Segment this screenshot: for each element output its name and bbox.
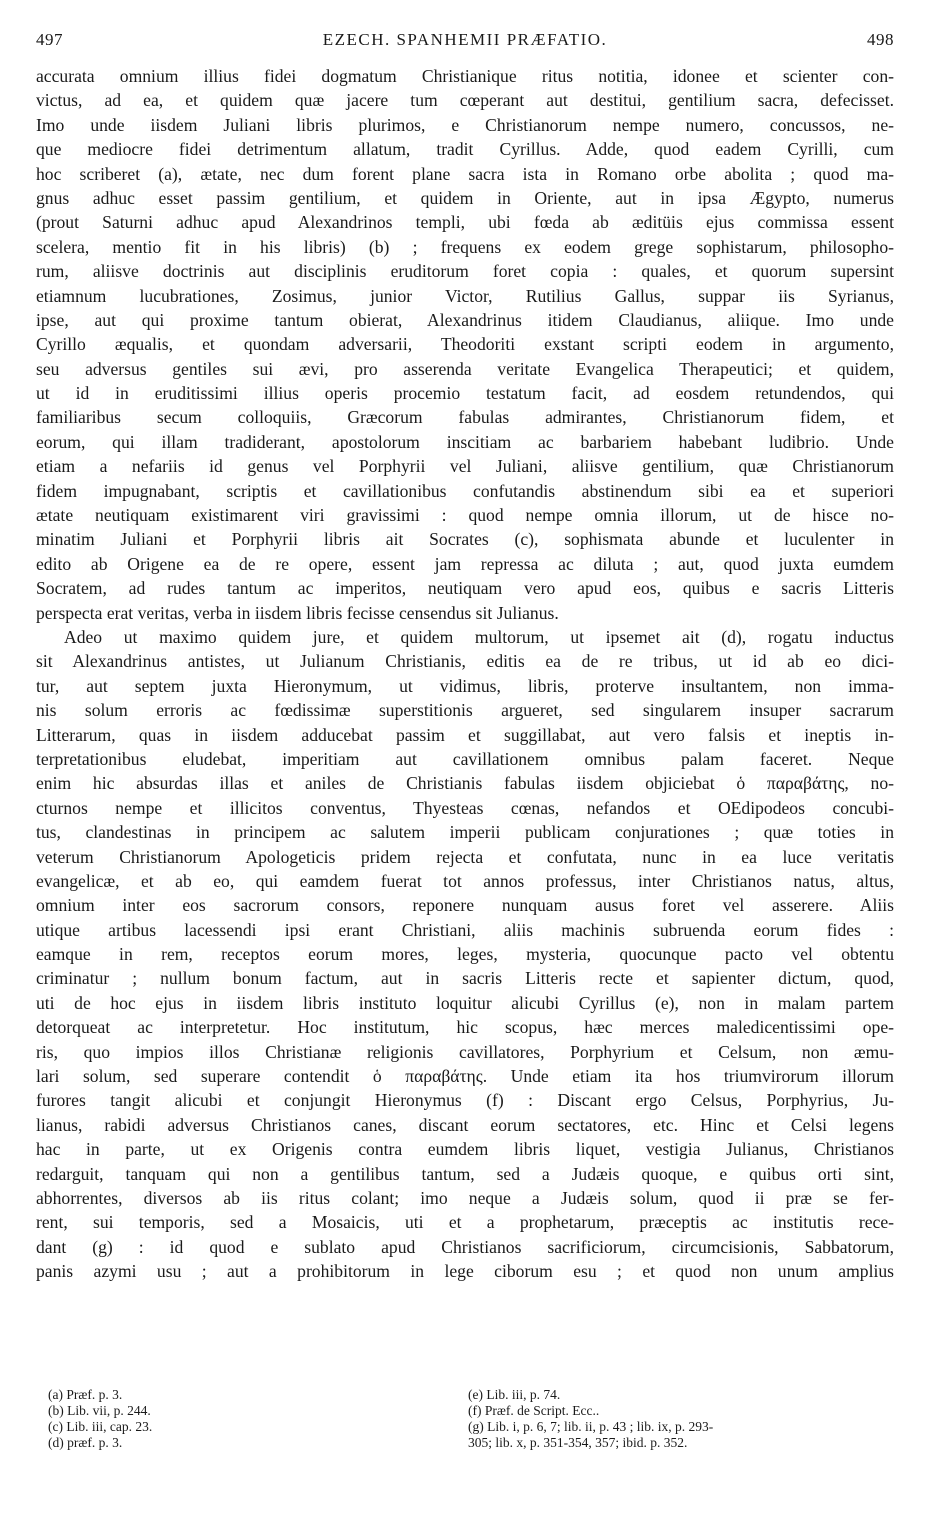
- text-line: panis azymi usu ; aut a prohibitorum in lege ciborum esu ; et quod non unum amplius: [36, 1261, 894, 1282]
- text-line-paragraph-end: perspecta erat veritas, verba in iisdem libris fecisse censendus sit Julianus.: [36, 602, 559, 623]
- footnote: (b) Lib. vii, p. 244.: [48, 1403, 151, 1418]
- text-line: lianus, rabidi adversus Christianos canes, discant eorum sectatores, etc. Hinc et Celsi legens: [36, 1114, 894, 1135]
- text-line: edito ab Origene ea de re opere, essent jam repressa ac diluta ; aut, quod juxta eumdem: [36, 553, 894, 574]
- text-line: cturnos nempe et illicitos conventus, Thyesteas cœnas, nefandos et OEdipodeos concubi-: [36, 797, 894, 818]
- text-line: furores tangit alicubi et conjungit Hieronymus (f) : Discant ergo Celsus, Porphyrius, Ju-: [36, 1090, 894, 1111]
- text-line: ætate neutiquam existimarent viri gravissimi : quod nempe omnia illorum, ut de hisce no-: [36, 505, 894, 526]
- footnote: (d) præf. p. 3.: [48, 1435, 123, 1450]
- text-line: rum, aliisve doctrinis aut disciplinis eruditorum foret copia : quales, et quorum supersint: [36, 261, 894, 282]
- page-number-left: 497: [36, 30, 63, 49]
- text-line: hac in parte, ut ex Origenis contra eumdem libris liquet, vestigia Julianus, Christianos: [36, 1139, 894, 1160]
- footnotes-right-column: [468, 1387, 888, 1451]
- text-line: hoc scriberet (a), ætate, nec dum forent plane sacra ista in Romano orbe abolita ; quod ma-: [36, 163, 894, 184]
- running-header: [36, 30, 894, 64]
- text-line: terpretationibus eludebat, imperitiam aut cavillationem omnibus palam faceret. Neque: [36, 748, 894, 769]
- text-line: tus, clandestinas in principem ac salutem imperii publicam conjurationes ; quæ toties in: [36, 822, 894, 843]
- text-line: ris, quo impios illos Christianæ religionis cavillatores, Porphyrium et Celsum, non æmu-: [36, 1041, 894, 1062]
- text-line: fidem impugnabant, scriptis et cavillationibus confutandis abstinendum sibi ea et superiori: [36, 480, 894, 501]
- text-line: uti de hoc ejus in iisdem libris instituto loquitur alicubi Cyrillus (e), non in malam partem: [36, 992, 894, 1013]
- text-line: omnium inter eos sacrorum consors, reponere nunquam ausus foret vel asserere. Aliis: [36, 895, 894, 916]
- text-line: Socratem, ad rudes tantum ac imperitos, neutiquam vero apud eos, quibus e sacris Litteris: [36, 578, 894, 599]
- text-line: [36, 1284, 894, 1308]
- text-line: familiaribus secum colloquiis, Græcorum fabulas admirantes, Christianorum fidem, et: [36, 407, 894, 428]
- text-line: redarguit, tanquam qui non a gentilibus tantum, sed a Judæis quoque, e quibus orti sint,: [36, 1163, 894, 1184]
- text-line: lari solum, sed superare contendit ὁ παραβάτης. Unde etiam ita hos triumvirorum illorum: [36, 1066, 894, 1087]
- text-line: ipse, aut qui proxime tantum obierat, Alexandrinus itidem Claudianus, aliique. Imo unde: [36, 309, 894, 330]
- text-line: Litterarum, quas in iisdem adducebat passim et suggillabat, aut vero falsis et ineptis in-: [36, 724, 894, 745]
- body-text: [36, 64, 894, 1332]
- footnote: (c) Lib. iii, cap. 23.: [48, 1419, 153, 1434]
- footnote: 305; lib. x, p. 351-354, 357; ibid. p. 352.: [468, 1435, 688, 1450]
- footnotes-left-column: [48, 1387, 428, 1451]
- text-line: evangelicæ, et ab eo, qui eamdem fuerat tot annos professus, inter Christianos natus, altus,: [36, 870, 894, 891]
- text-line: minatim Juliani et Porphyrii libris ait Socrates (c), sophismata abunde et luculenter in: [36, 529, 894, 550]
- page-number-right: 498: [867, 30, 894, 49]
- text-line-paragraph-start: Adeo ut maximo quidem jure, et quidem multorum, ut ipsemet ait (d), rogatu inductus: [64, 626, 894, 647]
- footnote: (f) Præf. de Script. Ecc..: [468, 1403, 600, 1418]
- text-line: dant (g) : id quod e sublato apud Christianos sacrificiorum, circumcisionis, Sabbatorum,: [36, 1236, 894, 1257]
- text-line: criminatur ; nullum bonum factum, aut in sacris Litteris recte et sapienter dictum, quod,: [36, 968, 894, 989]
- text-line: Imo unde iisdem Juliani libris plurimos, e Christianorum nempe numero, concussos, ne-: [36, 114, 894, 135]
- text-line: veterum Christianorum Apologeticis pridem rejecta et confutata, nunc in ea luce veritatis: [36, 846, 894, 867]
- footnote: (a) Præf. p. 3.: [48, 1387, 123, 1402]
- text-line: victus, ad ea, et quidem quæ jacere tum cœperant aut destitui, gentilium sacra, defecisset.: [36, 90, 894, 111]
- text-line: etiam a nefariis id genus vel Porphyrii vel Juliani, aliisve gentilium, quæ Christianorum: [36, 456, 894, 477]
- document-page: [36, 30, 894, 1332]
- text-line: detorqueat ac interpretetur. Hoc institutum, hic scopus, hæc merces maledicentissimi ope-: [36, 1017, 894, 1038]
- text-line: (prout Saturni adhuc apud Alexandrinos templi, ubi fœda ab æditüis ejus commissa essent: [36, 212, 894, 233]
- footnote: (e) Lib. iii, p. 74.: [468, 1387, 561, 1402]
- text-line: tur, aut septem juxta Hieronymum, ut vidimus, libris, proterve insultantem, non imma-: [36, 675, 894, 696]
- text-line: Cyrillo æqualis, et quondam adversarii, Theodoriti exstant scripti eodem in argumento,: [36, 334, 894, 355]
- running-title: EZECH. SPANHEMII PRÆFATIO.: [322, 30, 608, 49]
- text-line: seu adversus gentiles sui ævi, pro asserenda veritate Evangelica Therapeutici; et quidem,: [36, 358, 894, 379]
- text-line: eamque in rem, receptos eorum mores, leges, mysteria, quocunque pacto vel obtentu: [36, 944, 894, 965]
- text-line: scelera, mentio fit in his libris) (b) ; frequens ex eodem grege sophistarum, philosopho-: [36, 236, 894, 257]
- text-line: ut id in eruditissimi illius operis procemio testatum facit, ad eosdem retundendos, qui: [36, 383, 894, 404]
- text-line: utique artibus lacessendi ipsi erant Christiani, aliis machinis subruenda eorum fides :: [36, 919, 894, 940]
- text-line: que mediocre fidei detrimentum allatum, tradit Cyrillus. Adde, quod eadem Cyrilli, cum: [36, 139, 894, 160]
- text-line: abhorrentes, diversos ab iis ritus colant; imo neque a Judæis solum, quod ii præ se fer-: [36, 1187, 894, 1208]
- text-line: rent, sui temporis, sed a Mosaicis, uti et a prophetarum, præceptis ac institutis rece-: [36, 1212, 894, 1233]
- text-line: nis solum erroris ac fœdissimæ superstitionis argueret, sed singularem insuper sacrarum: [36, 700, 894, 721]
- text-line: etiamnum lucubrationes, Zosimus, junior Victor, Rutilius Gallus, suppar iis Syrianus,: [36, 285, 894, 306]
- text-line: accurata omnium illius fidei dogmatum Christianique ritus notitia, idonee et scienter con-: [36, 66, 894, 86]
- text-line: gnus adhuc esset passim gentilium, et quidem in Oriente, aut in ipsa Ægypto, numerus: [36, 187, 894, 208]
- text-line: enim hic absurdas illas et aniles de Christianis fabulas iisdem objiciebat ὁ παραβάτης, no-: [36, 773, 894, 794]
- footnote: (g) Lib. i, p. 6, 7; lib. ii, p. 43 ; lib. ix, p. 293-: [468, 1419, 714, 1434]
- text-line: sit Alexandrinus antistes, ut Julianum Christianis, editis ea de re tribus, ut id ab eo dici-: [36, 651, 894, 672]
- text-line: [36, 1308, 894, 1332]
- text-line: eorum, qui illam tradiderant, apostolorum inscitiam ac barbariem habebant ludibrio. Unde: [36, 431, 894, 452]
